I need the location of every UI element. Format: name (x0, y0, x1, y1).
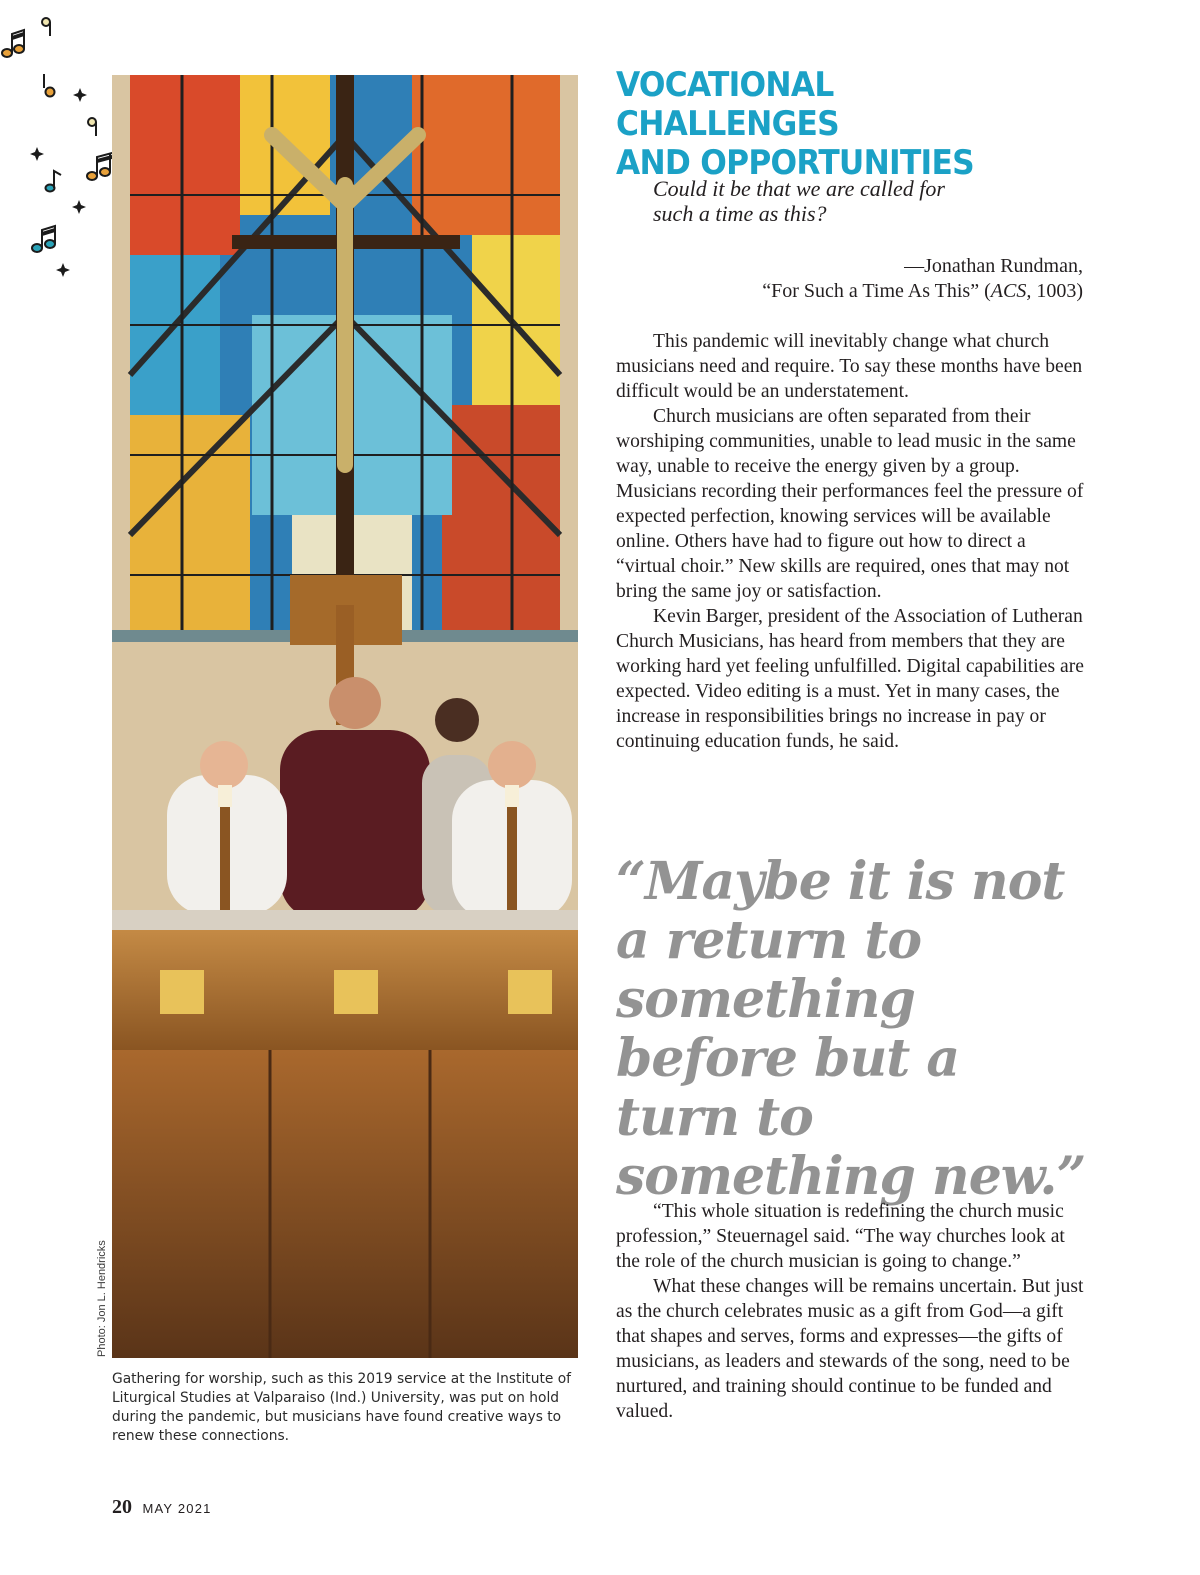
body-paragraph: What these changes will be remains uncertain. But just as the church celebrates music as a gift from God—a gift that shapes and serves, forms and expresses—the gifts of musicians, as leaders and stewards of the song, need to be nurtured, and training should continue to be funded and valued. (616, 1276, 1084, 1422)
photo-credit: Photo: Jon L. Hendricks (96, 1240, 108, 1357)
music-note-icon (44, 74, 55, 97)
body-paragraph: “This whole situation is redefining the church music profession,” Steuernagel said. “The way churches look at the role of the church musician is going to change.” (616, 1201, 1065, 1272)
headline-line-2: AND OPPORTUNITIES (616, 143, 974, 183)
music-note-icon (42, 18, 50, 36)
attribution-source-pre: “For Such a Time As This” ( (762, 280, 991, 302)
body-text-upper (616, 329, 1086, 754)
epigraph-attribution (616, 254, 1083, 304)
beamed-notes-icon (32, 226, 55, 252)
sparkle-icon (30, 147, 44, 161)
body-paragraph: Kevin Barger, president of the Association of Lutheran Church Musicians, has heard from members that they are working hard yet feeling unfulfilled. Digital capabilities are expected. Video editing is a must. Yet in many cases, the increase in responsibilities brings no increase in pay or continuing education funds, he said. (616, 606, 1084, 752)
attribution-source-post: 1003) (1031, 280, 1083, 302)
attribution-author: —Jonathan Rundman, (904, 255, 1083, 277)
sparkle-icon (72, 200, 86, 214)
eighth-note-icon (46, 171, 62, 192)
attribution-source-acs: ACS, (990, 280, 1032, 302)
sparkle-icon (56, 263, 70, 277)
page-footer (112, 1496, 212, 1519)
body-text-lower (616, 1199, 1086, 1424)
body-paragraph: This pandemic will inevitably change what church musicians need and require. To say these months have been difficult would be an understatement. (616, 331, 1083, 402)
headline-line-1: VOCATIONAL CHALLENGES (616, 65, 839, 144)
epigraph (653, 176, 983, 226)
stained-glass-window (130, 75, 560, 635)
epigraph-line-2: such a time as this? (653, 201, 827, 226)
pull-quote: “Maybe it is not a return to something before but a turn to something new.” (616, 851, 1086, 1207)
body-paragraph: Church musicians are often separated from their worshiping communities, unable to lead music in the same way, unable to receive the energy given by a group. Musicians recording their performances feel the pressure of expected perfection, knowing services will be available online. Others have had to figure out how to direct a “virtual choir.” New skills are required, ones that may not bring the same joy or satisfaction. (616, 406, 1084, 602)
issue-date: MAY 2021 (142, 1501, 212, 1516)
page-number: 20 (112, 1496, 132, 1518)
worship-photo (112, 75, 578, 1358)
article-headline (616, 66, 1048, 183)
sparkle-icon (73, 88, 87, 102)
photo-caption: Gathering for worship, such as this 2019 service at the Institute of Liturgical Studies at Valparaiso (Ind.) University, was put on hold during the pandemic, but musicians have found creative ways to renew these connections. (112, 1371, 572, 1444)
beamed-notes-icon (2, 30, 24, 57)
music-notes-decoration (0, 0, 130, 290)
epigraph-line-1: Could it be that we are called for (653, 176, 945, 201)
music-note-icon (88, 118, 96, 136)
